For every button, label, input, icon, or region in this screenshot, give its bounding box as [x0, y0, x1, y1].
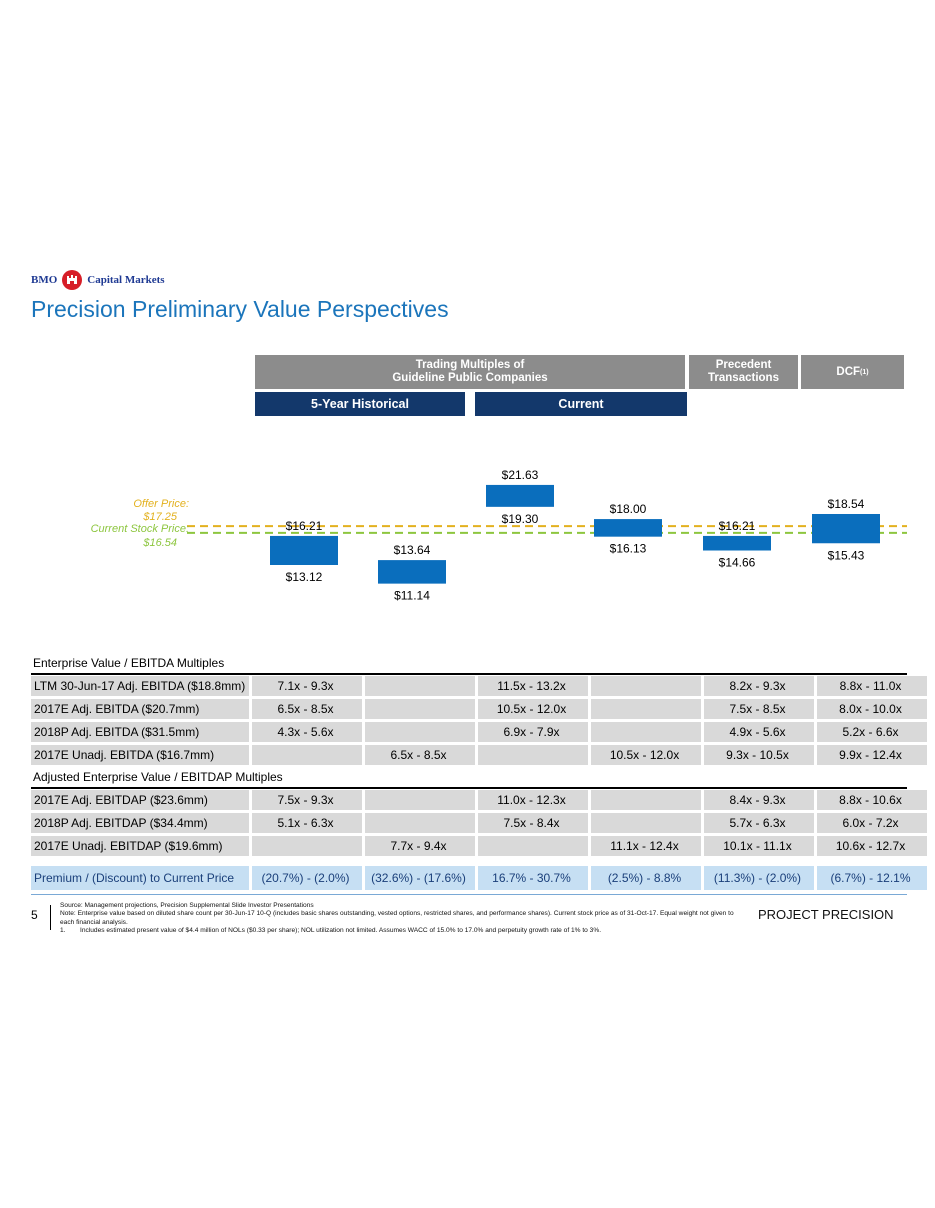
ev-cell	[362, 719, 475, 742]
value-range-bar	[812, 514, 880, 543]
aev-row	[31, 833, 927, 856]
ev-cell	[475, 742, 588, 765]
aev-cell: 10.6x - 12.7x	[814, 833, 927, 856]
aev-cell	[588, 790, 701, 810]
header-precedent-line2: Transactions	[708, 372, 779, 384]
ev-row	[31, 742, 927, 765]
aev-cell	[362, 790, 475, 810]
ev-cell: 7.5x - 8.5x	[701, 696, 814, 719]
bar-high-label: $16.21	[285, 518, 323, 533]
aev-cell: 7.7x - 9.4x	[362, 833, 475, 856]
premium-cell: (2.5%) - 8.8%	[588, 866, 701, 890]
ev-cell: 9.3x - 10.5x	[701, 742, 814, 765]
value-range-bar	[703, 536, 771, 551]
header-dcf	[801, 355, 904, 389]
aev-cell: 8.4x - 9.3x	[701, 790, 814, 810]
ev-row	[31, 676, 927, 696]
ev-cell	[588, 719, 701, 742]
ev-row-label: 2017E Adj. EBITDA ($20.7mm)	[31, 696, 249, 719]
footer-note: Note: Enterprise value based on diluted share count per 30-Jun-17 10-Q (includes basic shares outstanding, vested options, restricted shares, and performance shares). Current stock price as of 31-Oct-17. Equal weight not given to each financial analysis.	[60, 910, 734, 926]
aev-row-label: 2018P Adj. EBITDAP ($34.4mm)	[31, 810, 249, 833]
header-dcf-label: DCF	[836, 365, 861, 378]
bar-high-label: $13.64	[393, 543, 431, 558]
value-chart	[0, 445, 935, 620]
ev-cell: 8.2x - 9.3x	[701, 676, 814, 696]
ev-cell: 8.0x - 10.0x	[814, 696, 927, 719]
bar-low-label: $15.43	[827, 548, 865, 563]
ev-row	[31, 696, 927, 719]
header-current: Current	[475, 392, 687, 416]
premium-row	[31, 866, 927, 890]
premium-cell: (11.3%) - (2.0%)	[701, 866, 814, 890]
reference-line-value: $17.25	[143, 511, 177, 523]
header-5-year-historical: 5-Year Historical	[255, 392, 465, 416]
aev-cell	[249, 833, 362, 856]
value-range-bar	[378, 560, 446, 584]
ev-table	[31, 676, 927, 765]
bar-high-label: $16.21	[718, 518, 756, 533]
footer-notes	[60, 902, 740, 936]
aev-cell	[475, 833, 588, 856]
bar-low-label: $19.30	[501, 511, 539, 526]
aev-cell: 5.7x - 6.3x	[701, 810, 814, 833]
footnote-number: 1.	[60, 927, 66, 935]
reference-line-label: Current Stock Price:	[90, 523, 189, 535]
aev-row	[31, 790, 927, 810]
page-title: Precision Preliminary Value Perspectives	[31, 296, 449, 322]
ev-cell: 4.3x - 5.6x	[249, 719, 362, 742]
ev-cell: 6.5x - 8.5x	[362, 742, 475, 765]
reference-line-label: Offer Price:	[133, 498, 189, 510]
value-range-bar	[486, 485, 554, 507]
aev-table	[31, 790, 927, 856]
bar-low-label: $16.13	[609, 541, 647, 556]
aev-row	[31, 810, 927, 833]
aev-cell: 11.0x - 12.3x	[475, 790, 588, 810]
footer-source: Source: Management projections, Precision Supplemental Slide Investor Presentations	[60, 902, 314, 909]
ev-cell: 8.8x - 11.0x	[814, 676, 927, 696]
aev-cell: 5.1x - 6.3x	[249, 810, 362, 833]
aev-cell: 8.8x - 10.6x	[814, 790, 927, 810]
premium-cell: 16.7% - 30.7%	[475, 866, 588, 890]
bar-high-label: $21.63	[501, 467, 539, 482]
premium-table	[31, 866, 927, 890]
header-precedent-transactions	[689, 355, 798, 389]
aev-row-label: 2017E Unadj. EBITDAP ($19.6mm)	[31, 833, 249, 856]
footer-rule	[31, 894, 907, 895]
header-trading-multiples	[255, 355, 685, 389]
header-trading-line1: Trading Multiples of	[415, 359, 525, 371]
aev-row-label: 2017E Adj. EBITDAP ($23.6mm)	[31, 790, 249, 810]
ev-cell: 6.5x - 8.5x	[249, 696, 362, 719]
ev-cell: 7.1x - 9.3x	[249, 676, 362, 696]
ev-cell	[588, 696, 701, 719]
page-number: 5	[31, 908, 38, 922]
footer-footnote	[60, 927, 740, 935]
footnote-text: Includes estimated present value of $4.4 million of NOLs ($0.33 per share); NOL utilization not limited. Assumes WACC of 15.0% to 17.0% and perpetuity growth rate of 1% to 3%.	[80, 927, 602, 935]
ev-cell	[362, 696, 475, 719]
bar-high-label: $18.00	[609, 502, 647, 517]
header-trading-line2: Guideline Public Companies	[392, 372, 548, 384]
aev-section-title: Adjusted Enterprise Value / EBITDAP Multiples	[33, 770, 283, 784]
project-name: PROJECT PRECISION	[758, 907, 894, 922]
value-range-bar	[594, 519, 662, 537]
header-precedent-line1: Precedent	[715, 359, 772, 371]
value-range-bar	[270, 536, 338, 565]
ev-cell: 5.2x - 6.6x	[814, 719, 927, 742]
aev-cell	[362, 810, 475, 833]
aev-cell: 11.1x - 12.4x	[588, 833, 701, 856]
premium-cell: (6.7%) - 12.1%	[814, 866, 927, 890]
bmo-roundel-icon	[62, 270, 82, 290]
ev-row	[31, 719, 927, 742]
premium-cell: (32.6%) - (17.6%)	[362, 866, 475, 890]
premium-cell: (20.7%) - (2.0%)	[249, 866, 362, 890]
ev-cell	[362, 676, 475, 696]
bar-low-label: $13.12	[285, 570, 323, 584]
bar-low-label: $14.66	[718, 555, 756, 570]
ev-row-label: 2017E Unadj. EBITDA ($16.7mm)	[31, 742, 249, 765]
header-dcf-sup: (1)	[860, 368, 869, 376]
aev-cell: 10.1x - 11.1x	[701, 833, 814, 856]
bmo-logo	[31, 269, 165, 291]
ev-cell: 11.5x - 13.2x	[475, 676, 588, 696]
ev-row-label: LTM 30-Jun-17 Adj. EBITDA ($18.8mm)	[31, 676, 249, 696]
aev-cell: 7.5x - 9.3x	[249, 790, 362, 810]
bar-low-label: $11.14	[394, 588, 430, 603]
ev-cell: 10.5x - 12.0x	[588, 742, 701, 765]
aev-section-rule	[31, 787, 907, 789]
aev-cell: 6.0x - 7.2x	[814, 810, 927, 833]
aev-cell	[588, 810, 701, 833]
ev-section-rule	[31, 673, 907, 675]
brand-capital-markets: Capital Markets	[87, 274, 165, 286]
reference-line-value: $16.54	[143, 537, 177, 549]
page-number-divider	[50, 905, 51, 930]
ev-cell: 4.9x - 5.6x	[701, 719, 814, 742]
ev-section-title: Enterprise Value / EBITDA Multiples	[33, 656, 225, 670]
premium-label: Premium / (Discount) to Current Price	[31, 866, 249, 890]
bar-high-label: $18.54	[827, 496, 865, 511]
brand-bmo: BMO	[31, 274, 58, 286]
ev-cell	[249, 742, 362, 765]
ev-row-label: 2018P Adj. EBITDA ($31.5mm)	[31, 719, 249, 742]
aev-cell: 7.5x - 8.4x	[475, 810, 588, 833]
ev-cell	[588, 676, 701, 696]
ev-cell: 10.5x - 12.0x	[475, 696, 588, 719]
ev-cell: 6.9x - 7.9x	[475, 719, 588, 742]
ev-cell: 9.9x - 12.4x	[814, 742, 927, 765]
